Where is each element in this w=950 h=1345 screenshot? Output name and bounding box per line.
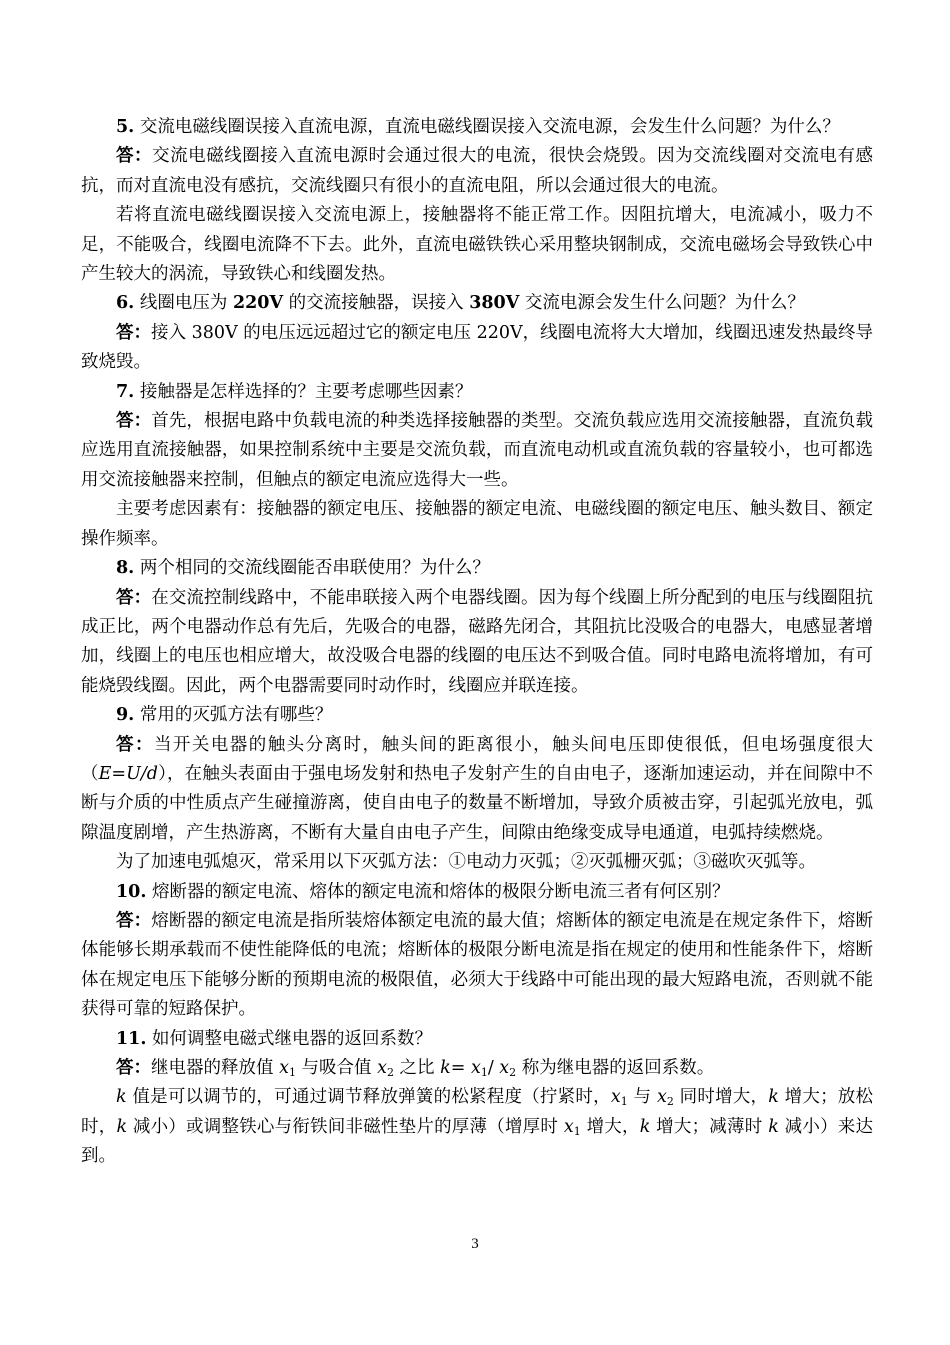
question-6: 6. 线圈电压为 220V 的交流接触器，误接入 380V 交流电源会发生什么问题？为什么？ (116, 293, 805, 314)
answer-7: 答：首先，根据电路中负载电流的种类选择接触器的类型。交流负载应选用交流接触器，直流负载应选用直流接触器，如果控制系统中主要是交流负载，而直流电动机或直流负载的容量较小，也可都选用交流接触器来控制，但触点的额定电流应选得大一些。 (81, 411, 874, 490)
answer-9: 答：当开关电器的触头分离时，触头间的距离很小，触头间电压即使很低，但电场强度很大（E=U/d），在触头表面由于强电场发射和热电子发射产生的自由电子，逐渐加速运动，并在间隙中不断与介质的中性质点产生碰撞游离，使自由电子的数量不断增加，导致介质被击穿，引起弧光放电，弧隙温度剧增，产生热游离，不断有大量自由电子产生，间隙由绝缘变成导电通道，电弧持续燃烧。 (81, 734, 874, 843)
field-strength-formula: E=U/d (98, 763, 158, 784)
answer-5: 答：交流电磁线圈接入直流电源时会通过很大的电流，很快会烧毁。因为交流线圈对交流电有感抗，而对直流电没有感抗，交流线圈只有很小的直流电阻，所以会通过很大的电流。 (81, 146, 874, 196)
answer-10: 答：熔断器的额定电流是指所装熔体额定电流的最大值；熔断体的额定电流是在规定条件下，熔断体能够长期承载而不使性能降低的电流；熔断体的极限分断电流是指在规定的使用和性能条件下，熔断体在规定电压下能够分断的预期电流的极限值，必须大于线路中可能出现的最大短路电流，否则就不能获得可靠的短路保护。 (81, 910, 874, 1020)
question-8: 8. 两个相同的交流线圈能否串联使用？为什么？ (116, 558, 490, 579)
question-11: 11. 如何调整电磁式继电器的返回系数？ (116, 1028, 433, 1049)
answer-11-paragraph-2: k 值是可以调节的，可通过调节释放弹簧的松紧程度（拧紧时，$x_1$ 与 $x_2$ 同时增大，k 增大；放松时，k 减小）或调整铁心与衔铁间非磁性垫片的厚薄（增厚时 $x_1$ 增大，k 增大；减薄时 k 减小）来达到。 (81, 1087, 874, 1167)
question-5: 5. 交流电磁线圈误接入直流电源，直流电磁线圈误接入交流电源，会发生什么问题？为什么？ (116, 117, 840, 137)
answer-6: 答：接入 380V 的电压远远超过它的额定电压 220V，线圈电流将大大增加，线圈迅速发热最终导致烧毁。 (81, 322, 874, 373)
answer-9-paragraph-2: 为了加速电弧熄灭，常采用以下灭弧方法：①电动力灭弧；②灭弧栅灭弧；③磁吹灭弧等。 (116, 852, 816, 873)
page-number: 3 (471, 1236, 479, 1252)
question-10: 10. 熔断器的额定电流、熔体的额定电流和熔体的极限分断电流三者有何区别？ (116, 881, 730, 902)
answer-8: 答：在交流控制线路中，不能串联接入两个电器线圈。因为每个线圈上所分配到的电压与线圈阻抗成正比，两个电器动作总有先后，先吸合的电器，磁路先闭合，其阻抗比没吸合的电器大，电感显著增加，线圈上的电压也相应增大，故没吸合电器的线圈的电压达不到吸合值。同时电路电流将增加，有可能烧毁线圈。因此，两个电器需要同时动作时，线圈应并联连接。 (81, 587, 874, 696)
answer-11: 答：继电器的释放值 $x_1$ 与吸合值 $x_2$ 之比 $k= x_1/$ $x_2$ 称为继电器的返回系数。 (116, 1058, 715, 1079)
answer-5-paragraph-2: 若将直流电磁线圈误接入交流电源上，接触器将不能正常工作。因阻抗增大，电流减小，吸力不足，不能吸合，线圈电流降不下去。此外，直流电磁铁铁心采用整块钢制成，交流电磁场会导致铁心中产生较大的涡流，导致铁心和线圈发热。 (81, 205, 873, 285)
question-7: 7. 接触器是怎样选择的？主要考虑哪些因素？ (116, 381, 473, 402)
document-body (81, 113, 873, 1172)
answer-7-paragraph-2: 主要考虑因素有：接触器的额定电压、接触器的额定电流、电磁线圈的额定电压、触头数目、额定操作频率。 (81, 499, 873, 549)
question-9: 9. 常用的灭弧方法有哪些？ (116, 705, 333, 726)
